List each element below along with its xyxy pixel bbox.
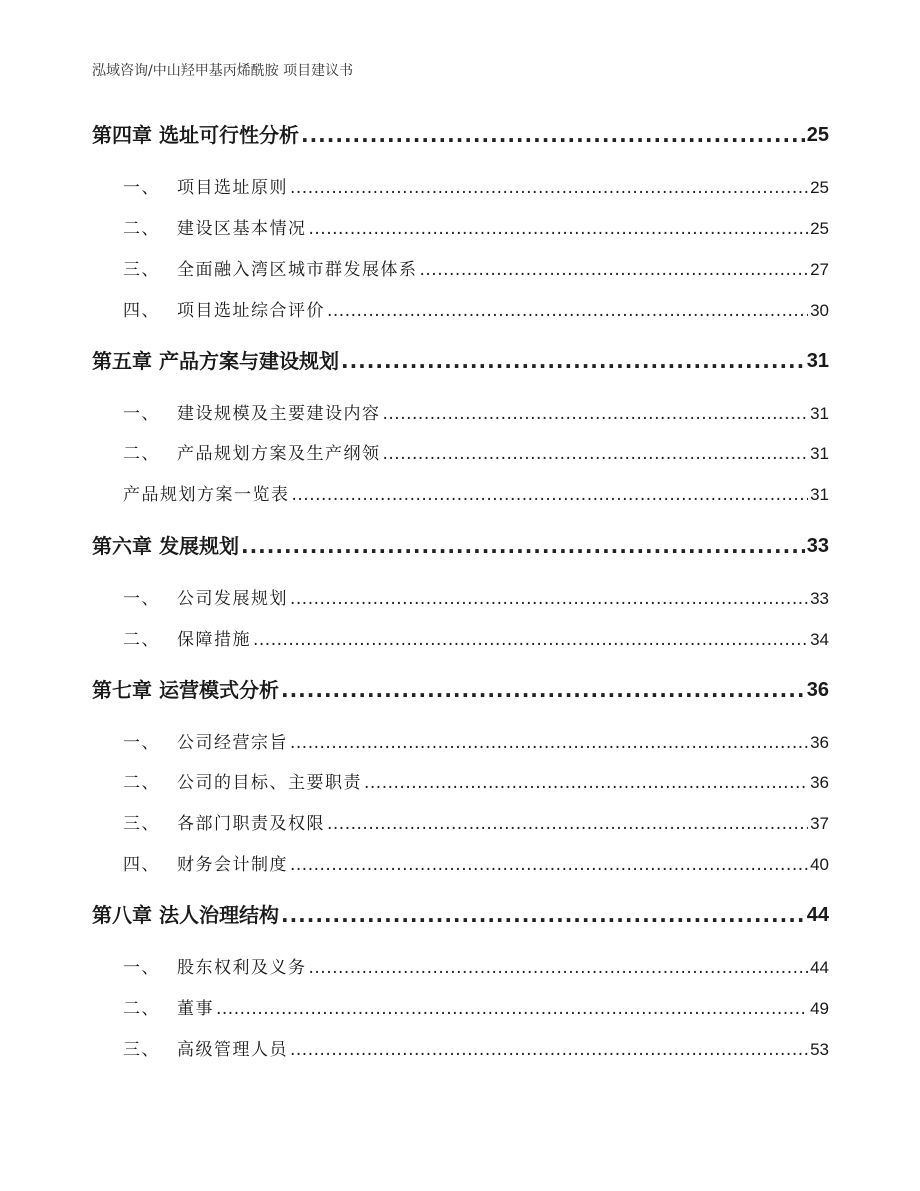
toc-entry-number: 四、	[123, 301, 160, 321]
toc-entry-number: 一、	[123, 733, 160, 753]
toc-page-number: 31	[810, 485, 829, 504]
toc-entry-number: 一、	[123, 404, 160, 424]
dot-leader	[309, 217, 809, 241]
toc-label: 高级管理人员	[177, 1040, 288, 1060]
toc-chapter-5[interactable]	[92, 347, 829, 375]
toc-page-number: 53	[810, 1040, 829, 1059]
toc-page-number: 44	[806, 904, 829, 926]
dot-leader	[301, 121, 805, 149]
toc-entry-number: 四、	[123, 855, 160, 875]
toc-page-number: 34	[810, 630, 829, 649]
toc-entry[interactable]	[123, 483, 829, 507]
toc-entry[interactable]	[123, 956, 829, 980]
dot-leader	[281, 676, 805, 704]
document-header: 泓域咨询/中山羟甲基丙烯酰胺 项目建议书	[92, 63, 354, 79]
toc-label: 第四章 选址可行性分析	[92, 123, 299, 147]
toc-label: 股东权利及义务	[177, 958, 307, 978]
toc-entry-number: 二、	[123, 773, 160, 793]
toc-page-number: 30	[810, 301, 829, 320]
toc-page-number: 44	[810, 958, 829, 977]
toc-page-number: 25	[806, 124, 829, 146]
dot-leader	[290, 176, 808, 200]
toc-label: 第六章 发展规划	[92, 534, 239, 558]
dot-leader	[281, 901, 805, 929]
toc-entry[interactable]	[123, 731, 829, 755]
dot-leader	[327, 299, 808, 323]
toc-label: 项目选址综合评价	[177, 301, 325, 321]
toc-chapter-6[interactable]	[92, 532, 829, 560]
toc-label: 产品规划方案一览表	[123, 485, 290, 505]
toc-entry[interactable]	[123, 812, 829, 836]
dot-leader	[383, 402, 809, 426]
toc-page-number: 37	[810, 814, 829, 833]
toc-page-number: 33	[810, 589, 829, 608]
dot-leader	[309, 956, 809, 980]
toc-page-number: 36	[810, 773, 829, 792]
toc-page-number: 40	[810, 855, 829, 874]
toc-label: 建设规模及主要建设内容	[177, 404, 381, 424]
toc-page-number: 33	[806, 535, 829, 557]
toc-page-number: 36	[806, 679, 829, 701]
toc-entry-number: 二、	[123, 444, 160, 464]
toc-chapter-8[interactable]	[92, 901, 829, 929]
toc-label: 财务会计制度	[177, 855, 288, 875]
toc-chapter-4[interactable]	[92, 121, 829, 149]
toc-page-number: 49	[810, 999, 829, 1018]
toc-label: 项目选址原则	[177, 178, 288, 198]
toc-label: 公司的目标、主要职责	[177, 773, 362, 793]
toc-entry-number: 三、	[123, 814, 160, 834]
dot-leader	[327, 812, 808, 836]
toc-label: 公司经营宗旨	[177, 733, 288, 753]
toc-entry-number: 一、	[123, 958, 160, 978]
toc-entry[interactable]	[123, 628, 829, 652]
toc-entry[interactable]	[123, 853, 829, 877]
dot-leader	[253, 628, 808, 652]
toc-entry[interactable]	[123, 258, 829, 282]
toc-page-number: 25	[810, 219, 829, 238]
toc-label: 第五章 产品方案与建设规划	[92, 349, 339, 373]
toc-label: 第七章 运营模式分析	[92, 678, 279, 702]
dot-leader	[292, 483, 809, 507]
dot-leader	[341, 347, 805, 375]
dot-leader	[420, 258, 809, 282]
toc-entry[interactable]	[123, 176, 829, 200]
toc-page-number: 31	[806, 350, 829, 372]
toc-label: 公司发展规划	[177, 589, 288, 609]
dot-leader	[383, 442, 809, 466]
toc-entry-number: 三、	[123, 260, 160, 280]
toc-entry[interactable]	[123, 442, 829, 466]
toc-entry[interactable]	[123, 1038, 829, 1062]
dot-leader	[290, 853, 808, 877]
toc-page-number: 31	[810, 404, 829, 423]
dot-leader	[216, 997, 808, 1021]
toc-label: 各部门职责及权限	[177, 814, 325, 834]
toc-entry[interactable]	[123, 771, 829, 795]
toc-entry-number: 二、	[123, 999, 160, 1019]
toc-label: 董事	[177, 999, 214, 1019]
toc-entry[interactable]	[123, 217, 829, 241]
toc-entry-number: 一、	[123, 178, 160, 198]
toc-page-number: 25	[810, 178, 829, 197]
toc-entry-number: 三、	[123, 1040, 160, 1060]
toc-entry[interactable]	[123, 997, 829, 1021]
toc-entry[interactable]	[123, 587, 829, 611]
toc-entry[interactable]	[123, 299, 829, 323]
toc-page-number: 31	[810, 444, 829, 463]
dot-leader	[290, 731, 808, 755]
toc-label: 第八章 法人治理结构	[92, 903, 279, 927]
toc-page-number: 36	[810, 733, 829, 752]
dot-leader	[290, 1038, 808, 1062]
toc-page-number: 27	[810, 260, 829, 279]
toc-entry-number: 二、	[123, 630, 160, 650]
toc-chapter-7[interactable]	[92, 676, 829, 704]
dot-leader	[364, 771, 808, 795]
toc-label: 产品规划方案及生产纲领	[177, 444, 381, 464]
toc-entry-number: 二、	[123, 219, 160, 239]
toc-label: 建设区基本情况	[177, 219, 307, 239]
dot-leader	[241, 532, 805, 560]
dot-leader	[290, 587, 808, 611]
toc-entry[interactable]	[123, 402, 829, 426]
toc-label: 全面融入湾区城市群发展体系	[177, 260, 418, 280]
toc-entry-number: 一、	[123, 589, 160, 609]
toc-label: 保障措施	[177, 630, 251, 650]
